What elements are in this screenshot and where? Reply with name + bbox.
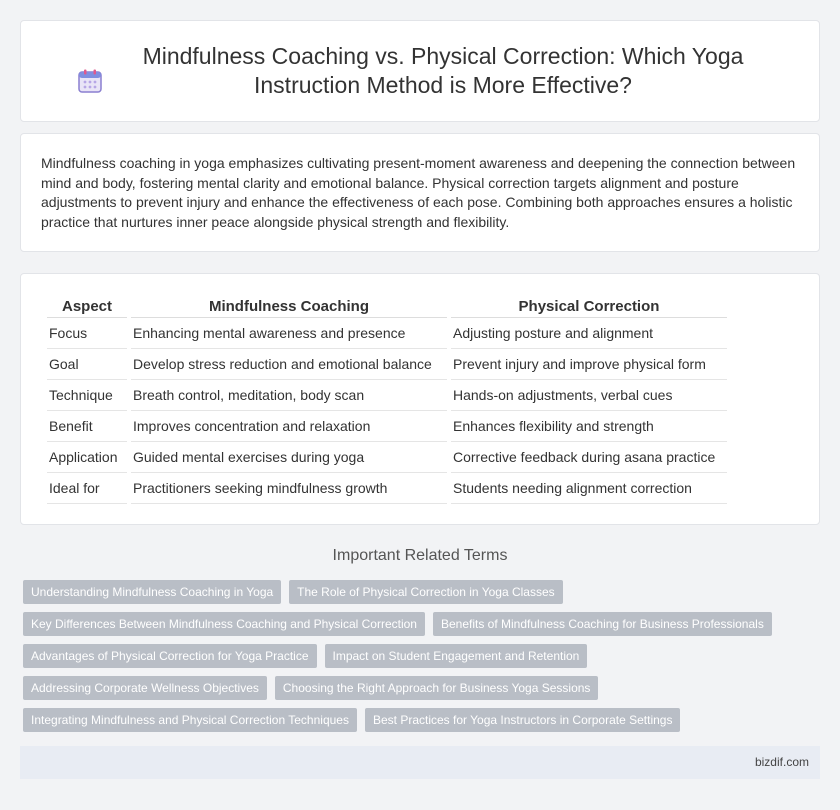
related-terms-list — [23, 580, 813, 740]
intro-card — [20, 133, 820, 252]
related-term-tag[interactable]: Integrating Mindfulness and Physical Correction Techniques — [23, 708, 357, 732]
related-term-tag[interactable]: Understanding Mindfulness Coaching in Yoga — [23, 580, 281, 604]
table-cell: Students needing alignment correction — [451, 473, 727, 504]
table-cell: Improves concentration and relaxation — [131, 411, 447, 442]
related-term-tag[interactable]: Addressing Corporate Wellness Objectives — [23, 676, 267, 700]
related-term-tag[interactable]: Impact on Student Engagement and Retention — [325, 644, 588, 668]
table-cell: Goal — [47, 349, 127, 380]
table-cell: Breath control, meditation, body scan — [131, 380, 447, 411]
related-term-tag[interactable]: Key Differences Between Mindfulness Coaching and Physical Correction — [23, 612, 425, 636]
tag-row — [23, 676, 813, 700]
related-term-tag[interactable]: Choosing the Right Approach for Business Yoga Sessions — [275, 676, 599, 700]
table-cell: Hands-on adjustments, verbal cues — [451, 380, 727, 411]
comparison-card — [20, 273, 820, 525]
comparison-table — [43, 296, 731, 504]
table-header-row — [47, 296, 727, 318]
table-cell: Focus — [47, 318, 127, 349]
related-term-tag[interactable]: Advantages of Physical Correction for Yoga Practice — [23, 644, 317, 668]
tag-row — [23, 612, 813, 636]
table-cell: Prevent injury and improve physical form — [451, 349, 727, 380]
table-row — [47, 473, 727, 504]
related-term-tag[interactable]: Benefits of Mindfulness Coaching for Business Professionals — [433, 612, 772, 636]
tag-row — [23, 580, 813, 604]
table-cell: Guided mental exercises during yoga — [131, 442, 447, 473]
table-cell: Enhances flexibility and strength — [451, 411, 727, 442]
table-row — [47, 318, 727, 349]
table-row — [47, 442, 727, 473]
table-cell: Application — [47, 442, 127, 473]
title-card — [20, 20, 820, 122]
table-row — [47, 380, 727, 411]
table-cell: Benefit — [47, 411, 127, 442]
table-cell: Enhancing mental awareness and presence — [131, 318, 447, 349]
tag-row — [23, 708, 813, 732]
footer-site-link[interactable]: bizdif.com — [754, 755, 809, 769]
related-term-tag[interactable]: Best Practices for Yoga Instructors in Corporate Settings — [365, 708, 680, 732]
related-terms-heading: Important Related Terms — [332, 547, 508, 564]
table-cell: Develop stress reduction and emotional balance — [131, 349, 447, 380]
table-cell: Practitioners seeking mindfulness growth — [131, 473, 447, 504]
calendar-icon — [77, 68, 103, 94]
related-term-tag[interactable]: The Role of Physical Correction in Yoga Classes — [289, 580, 562, 604]
table-row — [47, 349, 727, 380]
table-cell: Adjusting posture and alignment — [451, 318, 727, 349]
column-header-mindfulness: Mindfulness Coaching — [131, 296, 447, 318]
table-cell: Ideal for — [47, 473, 127, 504]
table-cell: Corrective feedback during asana practice — [451, 442, 727, 473]
column-header-aspect: Aspect — [47, 296, 127, 318]
table-row — [47, 411, 727, 442]
tag-row — [23, 644, 813, 668]
footer — [20, 746, 820, 779]
intro-paragraph: Mindfulness coaching in yoga emphasizes cultivating present-moment awareness and deepening the connection between mind and body, fostering mental clarity and emotional balance. Physical correction targets alignment and posture adjustments to prevent injury and enhance the effectiveness of each pose. Combining both approaches ensures a holistic practice that nurtures inner peace alongside physical strength and flexibility. — [41, 155, 796, 230]
table-cell: Technique — [47, 380, 127, 411]
column-header-physical: Physical Correction — [451, 296, 727, 318]
page-title: Mindfulness Coaching vs. Physical Correction: Which Yoga Instruction Method is More Effective? — [142, 43, 744, 98]
